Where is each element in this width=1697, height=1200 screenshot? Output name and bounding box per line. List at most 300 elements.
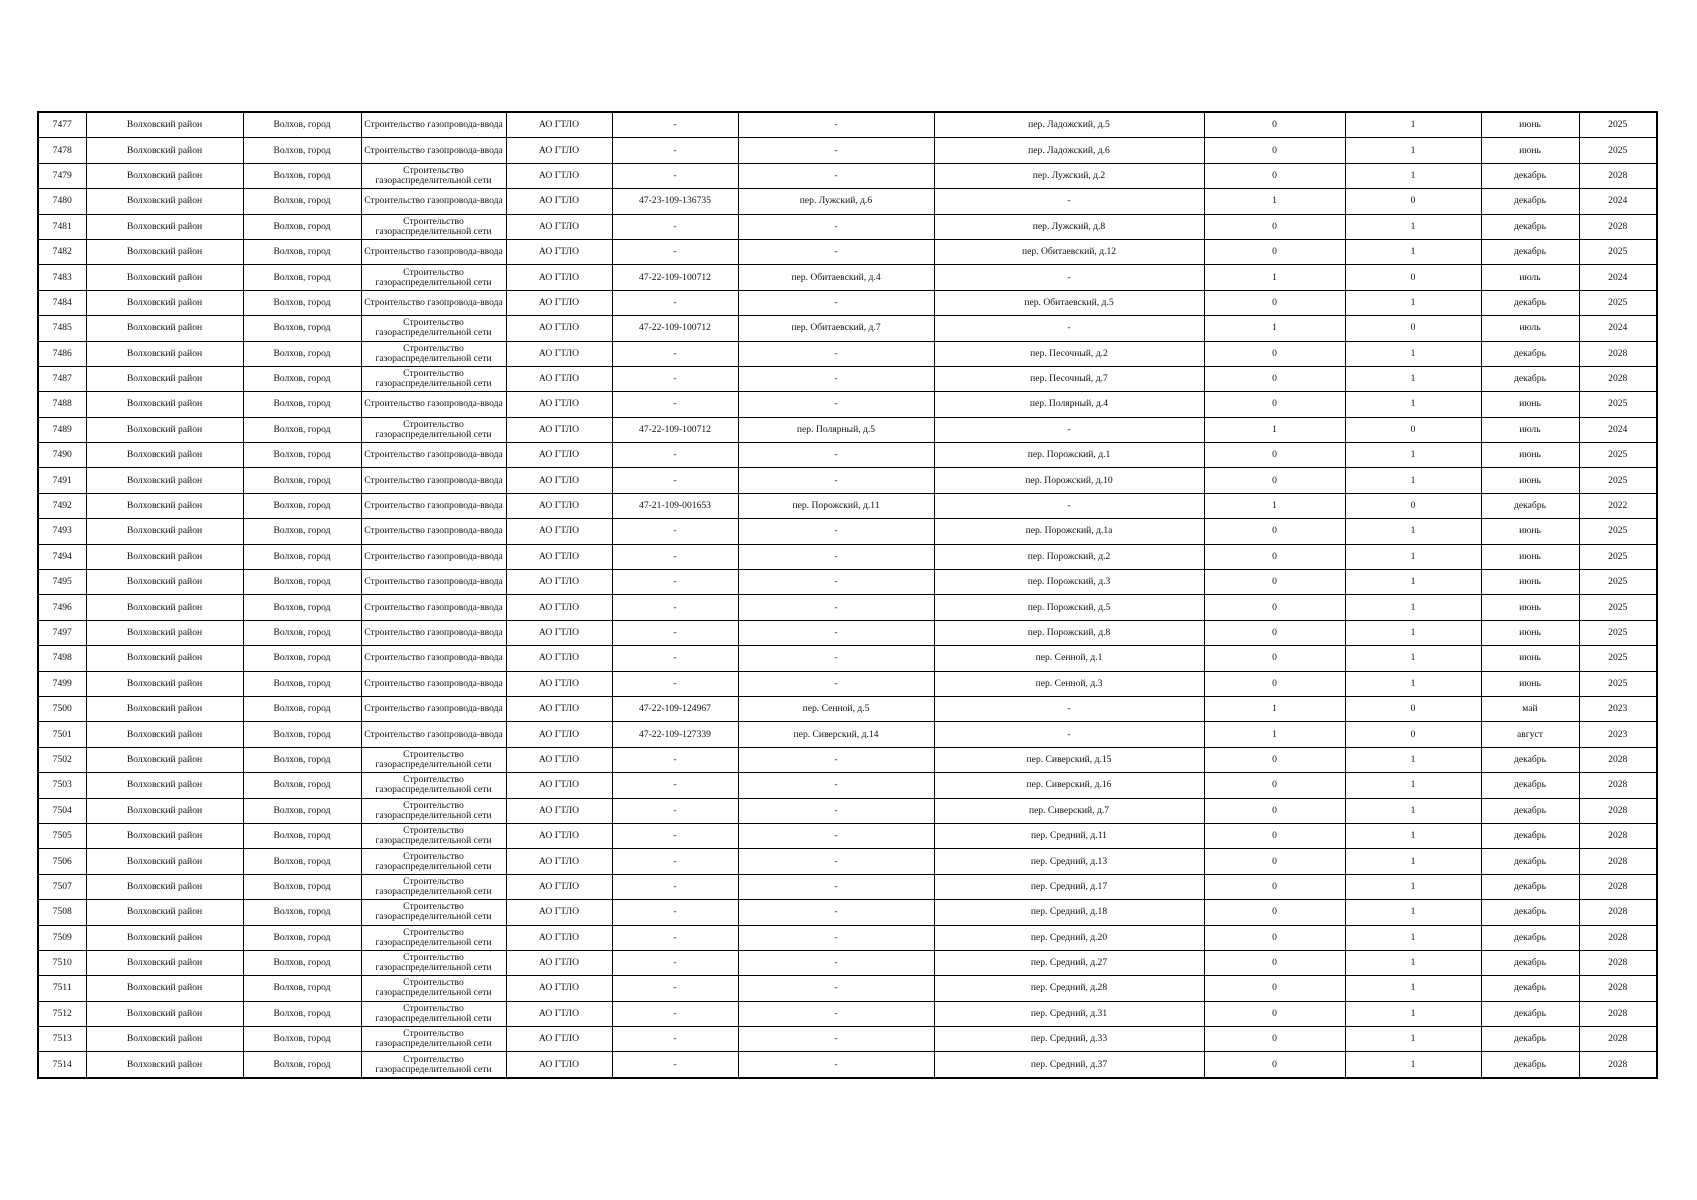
cell-count-existing: 0 bbox=[1204, 214, 1345, 239]
cell-row-number: 7514 bbox=[38, 1052, 86, 1078]
cell-count-planned: 1 bbox=[1345, 468, 1481, 493]
cell-settlement: Волхов, город bbox=[243, 443, 361, 468]
cell-year: 2025 bbox=[1579, 570, 1657, 595]
cell-count-planned: 1 bbox=[1345, 544, 1481, 569]
cell-count-existing: 1 bbox=[1204, 722, 1345, 747]
cell-object-address: - bbox=[738, 976, 934, 1001]
cell-month: май bbox=[1481, 696, 1579, 721]
cell-object-address: - bbox=[738, 874, 934, 899]
cell-month: июнь bbox=[1481, 646, 1579, 671]
cell-month: июнь bbox=[1481, 595, 1579, 620]
cell-settlement: Волхов, город bbox=[243, 1001, 361, 1026]
cell-object-address: - bbox=[738, 950, 934, 975]
cell-object-address: - bbox=[738, 392, 934, 417]
cell-work-type: Строительство газораспределительной сети bbox=[361, 265, 506, 290]
cell-row-number: 7512 bbox=[38, 1001, 86, 1026]
table-row bbox=[38, 189, 1657, 214]
cell-count-planned: 1 bbox=[1345, 950, 1481, 975]
cell-organization: АО ГТЛО bbox=[506, 1052, 612, 1078]
cell-count-existing: 0 bbox=[1204, 443, 1345, 468]
cell-organization: АО ГТЛО bbox=[506, 823, 612, 848]
cell-cadastral-number: - bbox=[612, 570, 738, 595]
cell-count-existing: 0 bbox=[1204, 163, 1345, 188]
cell-settlement: Волхов, город bbox=[243, 493, 361, 518]
cell-year: 2028 bbox=[1579, 798, 1657, 823]
cell-planned-address: пер. Порожский, д.1 bbox=[934, 443, 1204, 468]
cell-planned-address: пер. Средний, д.13 bbox=[934, 849, 1204, 874]
cell-count-existing: 0 bbox=[1204, 595, 1345, 620]
cell-cadastral-number: 47-21-109-001653 bbox=[612, 493, 738, 518]
table-row bbox=[38, 544, 1657, 569]
cell-settlement: Волхов, город bbox=[243, 417, 361, 442]
cell-district: Волховский район bbox=[86, 112, 243, 138]
cell-organization: АО ГТЛО bbox=[506, 366, 612, 391]
cell-settlement: Волхов, город bbox=[243, 138, 361, 163]
cell-object-address: - bbox=[738, 620, 934, 645]
cell-district: Волховский район bbox=[86, 849, 243, 874]
cell-object-address: пер. Порожский, д.11 bbox=[738, 493, 934, 518]
cell-year: 2028 bbox=[1579, 874, 1657, 899]
cell-row-number: 7498 bbox=[38, 646, 86, 671]
cell-settlement: Волхов, город bbox=[243, 925, 361, 950]
cell-row-number: 7504 bbox=[38, 798, 86, 823]
cell-row-number: 7507 bbox=[38, 874, 86, 899]
cell-object-address: - bbox=[738, 443, 934, 468]
cell-year: 2025 bbox=[1579, 671, 1657, 696]
cell-year: 2025 bbox=[1579, 112, 1657, 138]
cell-work-type: Строительство газопровода-ввода bbox=[361, 696, 506, 721]
table-body bbox=[38, 112, 1657, 1078]
cell-count-existing: 0 bbox=[1204, 671, 1345, 696]
cell-organization: АО ГТЛО bbox=[506, 341, 612, 366]
cell-cadastral-number: - bbox=[612, 849, 738, 874]
cell-object-address: - bbox=[738, 1052, 934, 1078]
cell-district: Волховский район bbox=[86, 366, 243, 391]
cell-planned-address: пер. Средний, д.31 bbox=[934, 1001, 1204, 1026]
cell-count-existing: 0 bbox=[1204, 646, 1345, 671]
cell-object-address: - bbox=[738, 570, 934, 595]
cell-row-number: 7487 bbox=[38, 366, 86, 391]
cell-count-existing: 1 bbox=[1204, 417, 1345, 442]
cell-work-type: Строительство газораспределительной сети bbox=[361, 417, 506, 442]
cell-row-number: 7505 bbox=[38, 823, 86, 848]
cell-cadastral-number: - bbox=[612, 976, 738, 1001]
cell-object-address: - bbox=[738, 798, 934, 823]
cell-year: 2024 bbox=[1579, 265, 1657, 290]
table-row bbox=[38, 900, 1657, 925]
cell-settlement: Волхов, город bbox=[243, 1027, 361, 1052]
table-row bbox=[38, 519, 1657, 544]
cell-district: Волховский район bbox=[86, 138, 243, 163]
cell-work-type: Строительство газораспределительной сети bbox=[361, 341, 506, 366]
cell-cadastral-number: - bbox=[612, 112, 738, 138]
cell-district: Волховский район bbox=[86, 341, 243, 366]
cell-row-number: 7490 bbox=[38, 443, 86, 468]
cell-month: декабрь bbox=[1481, 1027, 1579, 1052]
cell-cadastral-number: 47-22-109-100712 bbox=[612, 316, 738, 341]
table-row bbox=[38, 1001, 1657, 1026]
cell-work-type: Строительство газопровода-ввода bbox=[361, 620, 506, 645]
cell-district: Волховский район bbox=[86, 976, 243, 1001]
cell-month: июнь bbox=[1481, 443, 1579, 468]
cell-district: Волховский район bbox=[86, 443, 243, 468]
cell-district: Волховский район bbox=[86, 900, 243, 925]
cell-year: 2025 bbox=[1579, 290, 1657, 315]
cell-cadastral-number: - bbox=[612, 900, 738, 925]
table-row bbox=[38, 163, 1657, 188]
cell-count-planned: 1 bbox=[1345, 1027, 1481, 1052]
cell-year: 2028 bbox=[1579, 1001, 1657, 1026]
cell-work-type: Строительство газораспределительной сети bbox=[361, 773, 506, 798]
cell-row-number: 7486 bbox=[38, 341, 86, 366]
cell-settlement: Волхов, город bbox=[243, 620, 361, 645]
cell-settlement: Волхов, город bbox=[243, 341, 361, 366]
cell-district: Волховский район bbox=[86, 519, 243, 544]
cell-planned-address: - bbox=[934, 189, 1204, 214]
cell-work-type: Строительство газораспределительной сети bbox=[361, 163, 506, 188]
cell-count-existing: 1 bbox=[1204, 265, 1345, 290]
cell-count-planned: 1 bbox=[1345, 900, 1481, 925]
cell-district: Волховский район bbox=[86, 595, 243, 620]
cell-count-existing: 0 bbox=[1204, 392, 1345, 417]
cell-work-type: Строительство газораспределительной сети bbox=[361, 366, 506, 391]
cell-count-planned: 1 bbox=[1345, 443, 1481, 468]
cell-settlement: Волхов, город bbox=[243, 316, 361, 341]
cell-district: Волховский район bbox=[86, 239, 243, 264]
cell-work-type: Строительство газопровода-ввода bbox=[361, 239, 506, 264]
cell-object-address: пер. Обитаевский, д.7 bbox=[738, 316, 934, 341]
cell-object-address: - bbox=[738, 341, 934, 366]
cell-month: июнь bbox=[1481, 544, 1579, 569]
cell-district: Волховский район bbox=[86, 265, 243, 290]
cell-organization: АО ГТЛО bbox=[506, 214, 612, 239]
cell-count-existing: 0 bbox=[1204, 519, 1345, 544]
cell-work-type: Строительство газопровода-ввода bbox=[361, 722, 506, 747]
cell-cadastral-number: - bbox=[612, 874, 738, 899]
cell-organization: АО ГТЛО bbox=[506, 976, 612, 1001]
cell-count-existing: 0 bbox=[1204, 976, 1345, 1001]
cell-count-planned: 0 bbox=[1345, 722, 1481, 747]
cell-year: 2025 bbox=[1579, 443, 1657, 468]
cell-organization: АО ГТЛО bbox=[506, 849, 612, 874]
cell-count-planned: 1 bbox=[1345, 570, 1481, 595]
cell-organization: АО ГТЛО bbox=[506, 595, 612, 620]
cell-work-type: Строительство газопровода-ввода bbox=[361, 493, 506, 518]
table-row bbox=[38, 950, 1657, 975]
cell-settlement: Волхов, город bbox=[243, 773, 361, 798]
cell-count-planned: 1 bbox=[1345, 290, 1481, 315]
cell-month: декабрь bbox=[1481, 773, 1579, 798]
cell-count-planned: 1 bbox=[1345, 1001, 1481, 1026]
cell-district: Волховский район bbox=[86, 214, 243, 239]
cell-month: июнь bbox=[1481, 112, 1579, 138]
cell-year: 2028 bbox=[1579, 900, 1657, 925]
cell-work-type: Строительство газораспределительной сети bbox=[361, 316, 506, 341]
cell-row-number: 7511 bbox=[38, 976, 86, 1001]
cell-count-existing: 0 bbox=[1204, 544, 1345, 569]
cell-settlement: Волхов, город bbox=[243, 239, 361, 264]
cell-object-address: - bbox=[738, 366, 934, 391]
cell-work-type: Строительство газопровода-ввода bbox=[361, 519, 506, 544]
cell-month: июнь bbox=[1481, 138, 1579, 163]
cell-count-existing: 1 bbox=[1204, 493, 1345, 518]
cell-organization: АО ГТЛО bbox=[506, 112, 612, 138]
cell-row-number: 7510 bbox=[38, 950, 86, 975]
table-row bbox=[38, 570, 1657, 595]
cell-organization: АО ГТЛО bbox=[506, 874, 612, 899]
cell-planned-address: пер. Порожский, д.2 bbox=[934, 544, 1204, 569]
cell-planned-address: пер. Сенной, д.1 bbox=[934, 646, 1204, 671]
cell-count-existing: 0 bbox=[1204, 798, 1345, 823]
cell-settlement: Волхов, город bbox=[243, 747, 361, 772]
cell-organization: АО ГТЛО bbox=[506, 189, 612, 214]
cell-month: июнь bbox=[1481, 468, 1579, 493]
cell-cadastral-number: - bbox=[612, 392, 738, 417]
cell-count-existing: 0 bbox=[1204, 290, 1345, 315]
cell-cadastral-number: - bbox=[612, 950, 738, 975]
cell-cadastral-number: 47-22-109-100712 bbox=[612, 417, 738, 442]
cell-year: 2025 bbox=[1579, 519, 1657, 544]
cell-work-type: Строительство газопровода-ввода bbox=[361, 189, 506, 214]
cell-row-number: 7508 bbox=[38, 900, 86, 925]
cell-district: Волховский район bbox=[86, 417, 243, 442]
cell-object-address: - bbox=[738, 214, 934, 239]
cell-month: декабрь bbox=[1481, 747, 1579, 772]
cell-settlement: Волхов, город bbox=[243, 900, 361, 925]
table-row bbox=[38, 392, 1657, 417]
cell-object-address: - bbox=[738, 239, 934, 264]
cell-month: декабрь bbox=[1481, 163, 1579, 188]
cell-cadastral-number: - bbox=[612, 1052, 738, 1078]
cell-count-planned: 1 bbox=[1345, 823, 1481, 848]
cell-cadastral-number: - bbox=[612, 239, 738, 264]
cell-district: Волховский район bbox=[86, 747, 243, 772]
cell-planned-address: пер. Порожский, д.3 bbox=[934, 570, 1204, 595]
cell-planned-address: пер. Полярный, д.4 bbox=[934, 392, 1204, 417]
cell-row-number: 7481 bbox=[38, 214, 86, 239]
cell-count-planned: 0 bbox=[1345, 417, 1481, 442]
cell-district: Волховский район bbox=[86, 722, 243, 747]
table-row bbox=[38, 976, 1657, 1001]
cell-year: 2025 bbox=[1579, 392, 1657, 417]
table-row bbox=[38, 925, 1657, 950]
cell-work-type: Строительство газораспределительной сети bbox=[361, 214, 506, 239]
cell-row-number: 7506 bbox=[38, 849, 86, 874]
cell-year: 2028 bbox=[1579, 950, 1657, 975]
cell-row-number: 7483 bbox=[38, 265, 86, 290]
cell-planned-address: пер. Средний, д.18 bbox=[934, 900, 1204, 925]
cell-work-type: Строительство газопровода-ввода bbox=[361, 468, 506, 493]
cell-organization: АО ГТЛО bbox=[506, 493, 612, 518]
table-row bbox=[38, 366, 1657, 391]
cell-count-existing: 0 bbox=[1204, 1052, 1345, 1078]
cell-cadastral-number: - bbox=[612, 366, 738, 391]
table-row bbox=[38, 341, 1657, 366]
cell-cadastral-number: 47-22-109-100712 bbox=[612, 265, 738, 290]
cell-district: Волховский район bbox=[86, 468, 243, 493]
cell-year: 2025 bbox=[1579, 646, 1657, 671]
cell-count-planned: 1 bbox=[1345, 646, 1481, 671]
cell-count-existing: 0 bbox=[1204, 366, 1345, 391]
cell-planned-address: - bbox=[934, 417, 1204, 442]
cell-count-existing: 0 bbox=[1204, 341, 1345, 366]
table-row bbox=[38, 849, 1657, 874]
cell-planned-address: пер. Сиверский, д.15 bbox=[934, 747, 1204, 772]
cell-row-number: 7503 bbox=[38, 773, 86, 798]
cell-cadastral-number: - bbox=[612, 341, 738, 366]
cell-settlement: Волхов, город bbox=[243, 290, 361, 315]
cell-count-existing: 0 bbox=[1204, 468, 1345, 493]
cell-row-number: 7482 bbox=[38, 239, 86, 264]
cell-planned-address: пер. Средний, д.20 bbox=[934, 925, 1204, 950]
cell-year: 2024 bbox=[1579, 189, 1657, 214]
cell-work-type: Строительство газораспределительной сети bbox=[361, 874, 506, 899]
cell-object-address: - bbox=[738, 112, 934, 138]
cell-count-planned: 1 bbox=[1345, 798, 1481, 823]
cell-planned-address: пер. Сенной, д.3 bbox=[934, 671, 1204, 696]
cell-cadastral-number: - bbox=[612, 1001, 738, 1026]
cell-cadastral-number: - bbox=[612, 468, 738, 493]
cell-work-type: Строительство газопровода-ввода bbox=[361, 595, 506, 620]
cell-row-number: 7479 bbox=[38, 163, 86, 188]
cell-month: декабрь bbox=[1481, 366, 1579, 391]
cell-cadastral-number: - bbox=[612, 823, 738, 848]
document-sheet bbox=[37, 111, 1656, 1079]
cell-row-number: 7502 bbox=[38, 747, 86, 772]
cell-cadastral-number: - bbox=[612, 290, 738, 315]
cell-district: Волховский район bbox=[86, 570, 243, 595]
cell-settlement: Волхов, город bbox=[243, 823, 361, 848]
cell-count-existing: 0 bbox=[1204, 138, 1345, 163]
cell-row-number: 7485 bbox=[38, 316, 86, 341]
cell-work-type: Строительство газораспределительной сети bbox=[361, 1027, 506, 1052]
cell-district: Волховский район bbox=[86, 671, 243, 696]
cell-count-existing: 0 bbox=[1204, 747, 1345, 772]
table-row bbox=[38, 112, 1657, 138]
cell-year: 2025 bbox=[1579, 595, 1657, 620]
cell-organization: АО ГТЛО bbox=[506, 544, 612, 569]
cell-year: 2028 bbox=[1579, 163, 1657, 188]
cell-row-number: 7495 bbox=[38, 570, 86, 595]
table-row bbox=[38, 722, 1657, 747]
cell-count-planned: 1 bbox=[1345, 849, 1481, 874]
cell-organization: АО ГТЛО bbox=[506, 392, 612, 417]
cell-cadastral-number: 47-23-109-136735 bbox=[612, 189, 738, 214]
cell-object-address: - bbox=[738, 646, 934, 671]
cell-month: декабрь bbox=[1481, 849, 1579, 874]
cell-organization: АО ГТЛО bbox=[506, 900, 612, 925]
cell-row-number: 7500 bbox=[38, 696, 86, 721]
cell-cadastral-number: 47-22-109-124967 bbox=[612, 696, 738, 721]
cell-year: 2028 bbox=[1579, 925, 1657, 950]
cell-month: декабрь bbox=[1481, 900, 1579, 925]
cell-count-planned: 1 bbox=[1345, 239, 1481, 264]
cell-year: 2028 bbox=[1579, 1052, 1657, 1078]
cell-organization: АО ГТЛО bbox=[506, 798, 612, 823]
cell-work-type: Строительство газораспределительной сети bbox=[361, 798, 506, 823]
cell-work-type: Строительство газопровода-ввода bbox=[361, 443, 506, 468]
cell-year: 2028 bbox=[1579, 849, 1657, 874]
cell-month: июль bbox=[1481, 265, 1579, 290]
table-row bbox=[38, 443, 1657, 468]
table-row bbox=[38, 417, 1657, 442]
cell-row-number: 7488 bbox=[38, 392, 86, 417]
cell-cadastral-number: - bbox=[612, 798, 738, 823]
cell-count-planned: 1 bbox=[1345, 620, 1481, 645]
cell-planned-address: пер. Средний, д.17 bbox=[934, 874, 1204, 899]
table-row bbox=[38, 290, 1657, 315]
cell-count-existing: 0 bbox=[1204, 773, 1345, 798]
cell-count-existing: 0 bbox=[1204, 620, 1345, 645]
cell-count-existing: 0 bbox=[1204, 239, 1345, 264]
cell-row-number: 7494 bbox=[38, 544, 86, 569]
cell-count-planned: 0 bbox=[1345, 189, 1481, 214]
cell-organization: АО ГТЛО bbox=[506, 468, 612, 493]
cell-count-planned: 1 bbox=[1345, 519, 1481, 544]
table-row bbox=[38, 265, 1657, 290]
cell-count-planned: 1 bbox=[1345, 773, 1481, 798]
cell-object-address: - bbox=[738, 900, 934, 925]
cell-year: 2028 bbox=[1579, 341, 1657, 366]
cell-organization: АО ГТЛО bbox=[506, 290, 612, 315]
cell-district: Волховский район bbox=[86, 620, 243, 645]
cell-planned-address: пер. Порожский, д.8 bbox=[934, 620, 1204, 645]
cell-settlement: Волхов, город bbox=[243, 696, 361, 721]
cell-count-existing: 1 bbox=[1204, 316, 1345, 341]
cell-planned-address: - bbox=[934, 722, 1204, 747]
cell-month: декабрь bbox=[1481, 214, 1579, 239]
cell-district: Волховский район bbox=[86, 1027, 243, 1052]
cell-month: июнь bbox=[1481, 392, 1579, 417]
cell-organization: АО ГТЛО bbox=[506, 773, 612, 798]
cell-object-address: - bbox=[738, 1027, 934, 1052]
cell-organization: АО ГТЛО bbox=[506, 239, 612, 264]
table-row bbox=[38, 214, 1657, 239]
cell-settlement: Волхов, город bbox=[243, 366, 361, 391]
cell-organization: АО ГТЛО bbox=[506, 671, 612, 696]
cell-district: Волховский район bbox=[86, 392, 243, 417]
cell-row-number: 7493 bbox=[38, 519, 86, 544]
cell-month: декабрь bbox=[1481, 874, 1579, 899]
cell-count-planned: 0 bbox=[1345, 696, 1481, 721]
cell-organization: АО ГТЛО bbox=[506, 417, 612, 442]
cell-count-planned: 1 bbox=[1345, 976, 1481, 1001]
table-row bbox=[38, 874, 1657, 899]
cell-organization: АО ГТЛО bbox=[506, 265, 612, 290]
cell-organization: АО ГТЛО bbox=[506, 950, 612, 975]
cell-year: 2025 bbox=[1579, 468, 1657, 493]
cell-row-number: 7480 bbox=[38, 189, 86, 214]
cell-district: Волховский район bbox=[86, 1052, 243, 1078]
table-row bbox=[38, 798, 1657, 823]
cell-year: 2028 bbox=[1579, 773, 1657, 798]
cell-cadastral-number: - bbox=[612, 671, 738, 696]
cell-count-existing: 0 bbox=[1204, 874, 1345, 899]
cell-row-number: 7492 bbox=[38, 493, 86, 518]
cell-count-planned: 1 bbox=[1345, 138, 1481, 163]
cell-planned-address: пер. Сиверский, д.16 bbox=[934, 773, 1204, 798]
cell-settlement: Волхов, город bbox=[243, 519, 361, 544]
cell-month: декабрь bbox=[1481, 976, 1579, 1001]
cell-work-type: Строительство газораспределительной сети bbox=[361, 747, 506, 772]
cell-work-type: Строительство газопровода-ввода bbox=[361, 544, 506, 569]
cell-settlement: Волхов, город bbox=[243, 189, 361, 214]
cell-year: 2028 bbox=[1579, 1027, 1657, 1052]
cell-count-planned: 0 bbox=[1345, 265, 1481, 290]
cell-year: 2024 bbox=[1579, 417, 1657, 442]
cell-cadastral-number: - bbox=[612, 747, 738, 772]
cell-row-number: 7501 bbox=[38, 722, 86, 747]
